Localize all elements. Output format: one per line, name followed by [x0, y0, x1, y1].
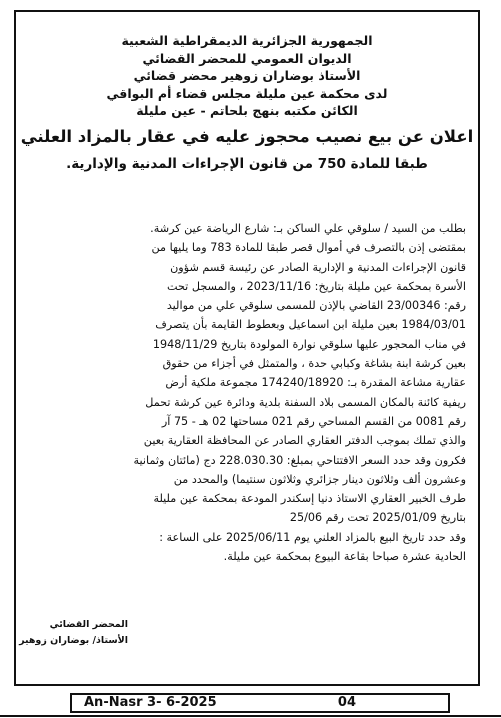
header-line-bailiff: الأستاذ بوضاران زوهير محضر قضائي — [133, 68, 361, 83]
body-line: وعشرون ألف وثلاثون دينار جزائري وثلاثون سنتيما) والمحدد من — [173, 472, 466, 486]
body-line: بعين كرشة ابنة بشاغة وكبابي حدة ، والمتمثل في أجزاء من حقوق — [162, 357, 466, 371]
body-line: الحادية عشرة صباحا بقاعة البيوع بمحكمة عين مليلة. — [223, 550, 466, 564]
body-line: رقم: 23/00346 القاضي بالإذن للمسمى سلوقي علي من مواليد — [166, 299, 466, 313]
announcement-frame — [14, 10, 480, 686]
body-line: ريفية كائنة بالمكان المسمى بلاد السفنة بلدية ودائرة عين كرشة تحمل — [145, 395, 466, 409]
body-line: في مناب المحجور عليها سلوقي نوارة المولودة بتاريخ 1948/11/29 — [152, 337, 466, 351]
page-number: 04 — [337, 695, 356, 710]
body-line: الأسرة بمحكمة عين مليلة بتاريخ: 2023/11/16 ، والمسجل تحت — [166, 279, 466, 293]
bottom-divider — [0, 715, 501, 717]
body-line: طرف الخبير العقاري الاستاذ دنيا إسكندر المودعة بمحكمة عين مليلة — [153, 492, 466, 506]
body-line: 1984/03/01 بعين مليلة ابن اسماعيل وبعطوط القايمة بأن يتصرف — [155, 318, 466, 332]
header-line-state: الجمهورية الجزائرية الديمقراطية الشعبية — [121, 33, 373, 48]
body-line: والذي تملك بموجب الدفتر العقاري الصادر عن المحافظة العقارية بعين — [143, 434, 466, 448]
publication-date: An-Nasr 3- 6-2025 — [84, 695, 217, 710]
page-footer — [70, 693, 450, 713]
body-line: قانون الإجراءات المدنية و الإدارية الصادر عن رئيسة قسم شؤون — [170, 260, 466, 274]
body-line: بمقتضى إذن بالتصرف في أموال قصر طبقا للمادة 783 وما يليها من — [151, 241, 466, 255]
body-line: وقد حدد تاريخ البيع بالمزاد العلني يوم 2025/06/11 على الساعة : — [159, 530, 466, 544]
header-line-court: لدى محكمة عين مليلة مجلس قضاء أم البواقي — [106, 85, 388, 101]
header-line-address: الكائن مكتبه بنهج بلحاتم - عين مليلة — [136, 103, 358, 118]
body-line: بتاريخ 2025/01/09 تحت رقم 25/06 — [289, 511, 466, 525]
announcement-subtitle: طبقا للمادة 750 من قانون الإجراءات المدنية والإدارية. — [66, 155, 428, 172]
header-line-office: الديوان العمومي للمحضر القضائي — [142, 50, 352, 66]
body-line: رقم 0081 من القسم المساحي رقم 021 مساحتها 02 هـ - 75 آر — [161, 414, 466, 428]
signature-role: المحضر القضائي — [49, 619, 128, 630]
body-line: فكرون وقد حدد السعر الافتتاحي بمبلغ: 228.030.30 دج (مائتان وثمانية — [133, 453, 466, 467]
signature-name: الأستاذ/ بوضاران زوهير — [19, 635, 128, 646]
announcement-title: اعلان عن بيع نصيب محجوز عليه في عقار بالمزاد العلني — [20, 126, 474, 146]
body-line: بطلب من السيد / سلوقي علي الساكن بـ: شارع الرياضة عين كرشة. — [150, 222, 466, 235]
header-block — [16, 32, 478, 120]
announcement-body — [26, 219, 466, 566]
signature-block — [19, 617, 128, 649]
body-line: عقارية مشاعة المقدرة بـ: 174240/18920 مجموعة ملكية أرض — [165, 376, 466, 390]
